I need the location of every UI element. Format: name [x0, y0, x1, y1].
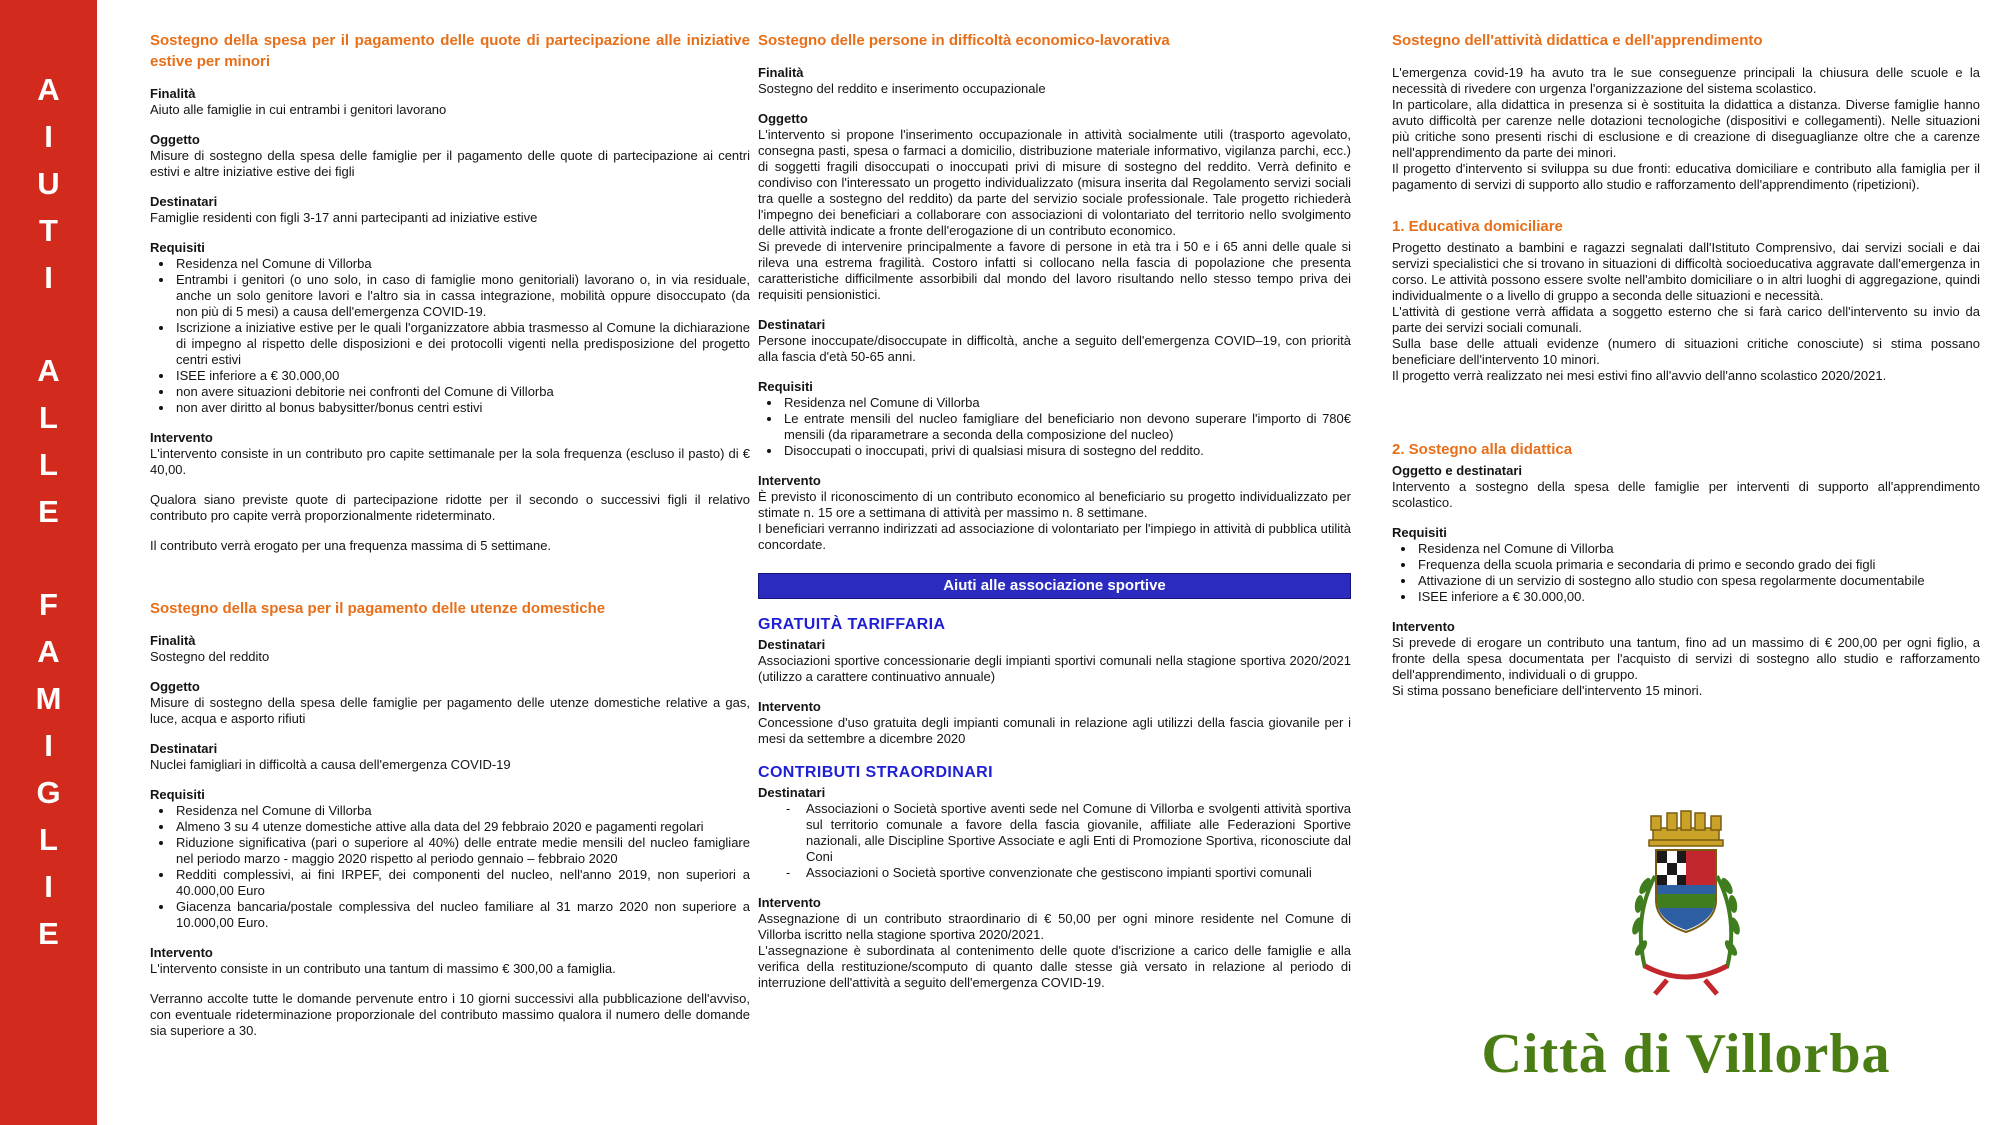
sidebar-letter: M — [35, 681, 62, 716]
sidebar-letter: E — [38, 916, 59, 951]
bullet-item: • ISEE inferiore a € 30.000,00 — [174, 368, 750, 384]
field-label: Destinatari — [150, 194, 218, 209]
sidebar-letter: G — [36, 775, 61, 810]
villorba-coat-of-arms-icon — [1392, 798, 1980, 1015]
sidebar-letter: A — [37, 72, 60, 107]
sidebar-letter: I — [44, 728, 53, 763]
paragraph: Il progetto verrà realizzato nei mesi estivi fino all'avvio dell'anno scolastico 2020/2021. — [1392, 368, 1887, 383]
paragraph: Aiuto alle famiglie in cui entrambi i genitori lavorano — [150, 102, 447, 117]
sidebar-letter: L — [39, 822, 58, 857]
field-label: Destinatari — [758, 785, 826, 800]
field-label: Intervento — [758, 699, 821, 714]
field-label: Destinatari — [758, 637, 826, 652]
blue-subheading: CONTRIBUTI STRAORDINARI — [758, 764, 993, 781]
paragraph: Nuclei famigliari in difficoltà a causa dell'emergenza COVID-19 — [150, 757, 511, 772]
field-label: Finalità — [150, 633, 196, 648]
bullet-item: • Riduzione significativa (pari o superiore al 40%) delle entrate medie mensili del nucleo famigliare nel periodo marzo - maggio 2020 rispetto al periodo gennaio – febbraio 2020 — [174, 835, 750, 867]
sub-section-heading: 1. Educativa domiciliare — [1392, 218, 1563, 235]
field-label: Intervento — [1392, 619, 1455, 634]
bullet-list — [150, 803, 750, 931]
sidebar-letter: E — [38, 494, 59, 529]
field-label: Intervento — [150, 945, 213, 960]
bullet-item: • Frequenza della scuola primaria e secondaria di primo e secondo grado dei figli — [1416, 557, 1980, 573]
sidebar-vertical-title — [0, 0, 97, 1125]
paragraph: L'intervento si propone l'inserimento occupazionale in attività socialmente utili (trasporto agevolato, consegna pasti, spesa o farmaci a domicilio, distribuzione materiale informativo, vigilanza parchi, ecc.) di soggetti fragili disoccupati o inoccupati privi di misure di sostegno del reddito. Verrà definito e condiviso con l'interessato un progetto individualizzato (misura inserita dal Regolamento servizi sociali tra quelle a sostegno del reddito) da parte del servizio sociale professionale. Tale progetto richiederà l'impegno dei beneficiari a collaborare con associazioni di volontariato del territorio nello svolgimento delle attività indicate a fronte dell'erogazione di un contributo economico. — [758, 127, 1351, 238]
bullet-item: • Iscrizione a iniziative estive per le quali l'organizzatore abbia trasmesso al Comune la dichiarazione di impegno al rispetto delle disposizioni e dei protocolli vigenti nella predisposizione del progetto centri estivi — [174, 320, 750, 368]
dash-text: Associazioni o Società sportive aventi sede nel Comune di Villorba e svolgenti attività sportiva sul territorio comunale a favore della fascia giovanile, affiliate alle Federazioni Sportive nazionali, alle Discipline Sportive Associate e agli Enti di Promozione Sportiva, riconosciute dal Coni — [806, 801, 1351, 864]
dash-marker: - — [786, 801, 791, 816]
middle-column — [758, 0, 1351, 1125]
bullet-item: • ISEE inferiore a € 30.000,00. — [1416, 589, 1980, 605]
paragraph: Si prevede di intervenire principalmente a favore di persone in età tra i 50 e i 65 anni delle quale si rileva una estrema fragilità. Costoro infatti si collocano nella fascia di popolazione che presenta caratteristiche difficilmente assorbibili dal mondo del lavoro risultando nello stesso tempo priva dei requisiti pensionistici. — [758, 239, 1351, 302]
dash-text: Associazioni o Società sportive convenzionate che gestiscono impianti sportivi comunali — [806, 865, 1312, 880]
bullet-item: • Giacenza bancaria/postale complessiva del nucleo familiare al 31 marzo 2020 non superiore a 10.000,00 Euro. — [174, 899, 750, 931]
paragraph: Misure di sostegno della spesa delle famiglie per pagamento delle utenze domestiche relative a gas, luce, acqua e asporto rifiuti — [150, 695, 750, 726]
section-heading: Sostegno dell'attività didattica e dell'apprendimento — [1392, 32, 1763, 49]
paragraph: L'intervento consiste in un contributo pro capite settimanale per la sola frequenza (escluso il pasto) di € 40,00. — [150, 446, 750, 477]
city-title: Città di Villorba — [1481, 1023, 1891, 1085]
bullet-list — [1392, 541, 1980, 605]
sports-aid-banner: Aiuti alle associazione sportive — [758, 573, 1351, 599]
section-heading: Sostegno della spesa per il pagamento delle quote di partecipazione alle iniziative estive per minori — [150, 32, 750, 70]
paragraph: L'intervento consiste in un contributo una tantum di massimo € 300,00 a famiglia. — [150, 961, 616, 976]
sidebar-letter: F — [39, 587, 58, 622]
dash-list — [786, 801, 1351, 881]
paragraph: Persone inoccupate/disoccupate in difficoltà, anche a seguito dell'emergenza COVID–19, con priorità alla fascia d'età 50-65 anni. — [758, 333, 1351, 364]
bullet-item: • non avere situazioni debitorie nei confronti del Comune di Villorba — [174, 384, 750, 400]
sidebar-letter: A — [37, 353, 60, 388]
bullet-item: • Disoccupati o inoccupati, privi di qualsiasi misura di sostegno del reddito. — [782, 443, 1351, 459]
sidebar-letter: A — [37, 634, 60, 669]
field-label: Destinatari — [150, 741, 218, 756]
field-label: Destinatari — [758, 317, 826, 332]
field-label: Oggetto — [150, 679, 200, 694]
paragraph: In particolare, alla didattica in presenza si è sostituita la didattica a distanza. Diverse famiglie hanno avuto difficoltà per carenze nelle dotazioni tecnologiche (dispositivi e collegamenti). Nelle situazioni più critiche sono presenti rischi di esclusione e di creazione di diseguaglianze oltre che a carenze nell'apprendimento da parte dei minori. — [1392, 97, 1980, 160]
field-label: Intervento — [150, 430, 213, 445]
sidebar-letter: T — [39, 213, 58, 248]
paragraph: È previsto il riconoscimento di un contributo economico al beneficiario su progetto individualizzato per stimate n. 15 ore a settimana di attività per massimo n. 8 settimane. — [758, 489, 1351, 520]
paragraph: I beneficiari verranno indirizzati ad associazione di volontariato per l'impiego in attività di pubblica utilità concordate. — [758, 521, 1351, 552]
blue-subheading: GRATUITÀ TARIFFARIA — [758, 616, 946, 633]
bullet-item: • Residenza nel Comune di Villorba — [174, 803, 750, 819]
paragraph: Sostegno del reddito — [150, 649, 270, 664]
field-label: Requisiti — [150, 787, 205, 802]
sidebar-letter: L — [39, 447, 58, 482]
dash-item — [786, 865, 1351, 881]
paragraph: Progetto destinato a bambini e ragazzi segnalati dall'Istituto Comprensivo, dai servizi sociali e dai servizi specialistici che si trovano in situazioni di difficoltà socioeducativa aggravate dall'emergenza in corso. Le attività possono essere svolte nell'ambito domiciliare o in altri luoghi di aggregazione, quindi individualmente o a livello di gruppo a seconda delle situazioni e necessità. — [1392, 240, 1980, 303]
paragraph: Assegnazione di un contributo straordinario di € 50,00 per ogni minore residente nel Comune di Villorba iscritto nella stagione sportiva 2020/2021. — [758, 911, 1351, 942]
sub-section-heading: 2. Sostegno alla didattica — [1392, 441, 1573, 458]
dash-item — [786, 801, 1351, 865]
bullet-item: • non aver diritto al bonus babysitter/bonus centri estivi — [174, 400, 750, 416]
paragraph: Qualora siano previste quote di partecipazione ridotte per il secondo o successivi figli il relativo contributo pro capite verrà proporzionalmente rideterminato. — [150, 492, 750, 523]
field-label: Oggetto — [150, 132, 200, 147]
paragraph: Misure di sostegno della spesa delle famiglie per il pagamento delle quote di partecipazione ai centri estivi e altre iniziative estive dei figli — [150, 148, 750, 179]
bullet-list — [150, 256, 750, 416]
bullet-item: • Le entrate mensili del nucleo famigliare del beneficiario non devono superare l'importo di 780€ mensili (da riparametrare a seconda della composizione del nucleo) — [782, 411, 1351, 443]
sidebar-letter: I — [44, 869, 53, 904]
sidebar-letter: L — [39, 400, 58, 435]
sidebar-letter: I — [44, 260, 53, 295]
bullet-item: • Redditi complessivi, ai fini IRPEF, dei componenti del nucleo, nell'anno 2019, non superiori a 40.000,00 Euro — [174, 867, 750, 899]
bullet-item: • Entrambi i genitori (o uno solo, in caso di famiglie mono genitoriali) lavorano o, in via residuale, anche un solo genitore lavori e l'altro sia in cassa integrazione, mobilità oppure disoccupato (da non più di 5 mesi) a causa dell'emergenza COVID-19. — [174, 272, 750, 320]
field-label: Finalità — [150, 86, 196, 101]
bullet-item: • Residenza nel Comune di Villorba — [1416, 541, 1980, 557]
spacer — [150, 554, 750, 598]
paragraph: Verranno accolte tutte le domande pervenute entro i 10 giorni successivi alla pubblicazione dell'avviso, con eventuale rideterminazione proporzionale del contributo massimo qualora il numero delle domande sia superiore a 30. — [150, 991, 750, 1038]
field-label: Requisiti — [1392, 525, 1447, 540]
paragraph: L'assegnazione è subordinata al contenimento delle quote d'iscrizione a carico delle famiglie e alla verifica della restituzione/scomputo di quanto dalle stesse già versato in relazione al periodo di interruzione dell'attività a seguito dell'emergenza COVID-19. — [758, 943, 1351, 990]
paragraph: Concessione d'uso gratuita degli impianti comunali in relazione agli utilizzi della fascia giovanile per i mesi da settembre a dicembre 2020 — [758, 715, 1351, 746]
field-label: Requisiti — [150, 240, 205, 255]
paragraph: Sostegno del reddito e inserimento occupazionale — [758, 81, 1046, 96]
sidebar-letter: I — [44, 119, 53, 154]
paragraph: Sulla base delle attuali evidenze (numero di situazioni critiche conosciute) si stima possano beneficiare dell'intervento 10 minori. — [1392, 336, 1980, 367]
paragraph: Si prevede di erogare un contributo una tantum, fino ad un massimo di € 200,00 per ogni figlio, a fronte della spesa documentata per l'acquisto di servizi di sostegno allo studio e rafforzamento dell'apprendimento, individuali o di gruppo. — [1392, 635, 1980, 682]
bullet-list — [758, 395, 1351, 459]
bullet-item: • Residenza nel Comune di Villorba — [174, 256, 750, 272]
section-heading: Sostegno delle persone in difficoltà economico-lavorativa — [758, 32, 1170, 49]
paragraph: Famiglie residenti con figli 3-17 anni partecipanti ad iniziative estive — [150, 210, 538, 225]
paragraph: Associazioni sportive concessionarie degli impianti sportivi comunali nella stagione sportiva 2020/2021 (utilizzo a carattere continuativo annuale) — [758, 653, 1351, 684]
section-heading: Sostegno della spesa per il pagamento delle utenze domestiche — [150, 600, 606, 617]
bullet-item: • Residenza nel Comune di Villorba — [782, 395, 1351, 411]
paragraph: L'attività di gestione verrà affidata a soggetto esterno che si farà carico dell'intervento su invio da parte dei servizi sociali comunali. — [1392, 304, 1980, 335]
field-label: Requisiti — [758, 379, 813, 394]
spacer — [1392, 384, 1980, 440]
paragraph: Il contributo verrà erogato per una frequenza massima di 5 settimane. — [150, 538, 552, 553]
paragraph: Intervento a sostegno della spesa delle famiglie per interventi di supporto all'apprendimento scolastico. — [1392, 479, 1980, 510]
paragraph: Si stima possano beneficiare dell'intervento 15 minori. — [1392, 683, 1703, 698]
paragraph: Il progetto d'intervento si sviluppa su due fronti: educativa domiciliare e contributo alla famiglia per il pagamento di servizi di supporto allo studio e rafforzamento dell'apprendimento (ripetizioni). — [1392, 161, 1980, 192]
field-label: Finalità — [758, 65, 804, 80]
spacer — [1392, 193, 1980, 217]
field-label: Oggetto — [758, 111, 808, 126]
field-label: Oggetto e destinatari — [1392, 463, 1523, 478]
field-label: Intervento — [758, 895, 821, 910]
left-column — [150, 0, 750, 1125]
sidebar-letter: U — [37, 166, 60, 201]
dash-marker: - — [786, 865, 791, 880]
bullet-item: • Attivazione di un servizio di sostegno allo studio con spesa regolarmente documentabile — [1416, 573, 1980, 589]
field-label: Intervento — [758, 473, 821, 488]
bullet-item: • Almeno 3 su 4 utenze domestiche attive alla data del 29 febbraio 2020 e pagamenti regolari — [174, 819, 750, 835]
paragraph: L'emergenza covid-19 ha avuto tra le sue conseguenze principali la chiusura delle scuole e la necessità di rivedere con urgenza l'organizzazione del sistema scolastico. — [1392, 65, 1980, 96]
